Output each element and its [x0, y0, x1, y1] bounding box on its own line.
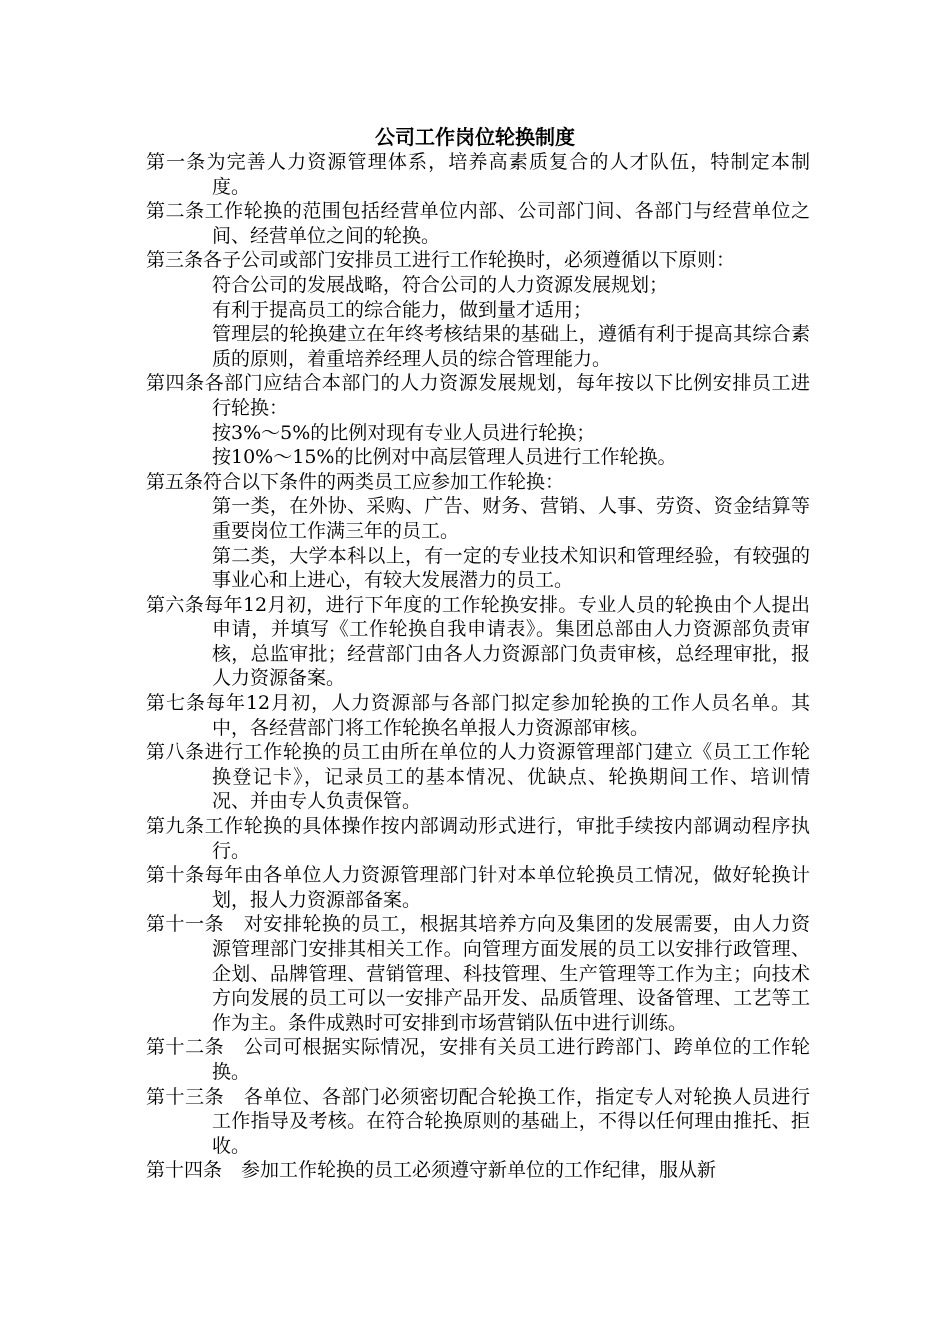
article-3-item-1: 符合公司的发展战略，符合公司的人力资源发展规划；	[212, 273, 669, 296]
article-3-item-2: 有利于提高员工的综合能力，做到量才适用；	[212, 298, 593, 321]
article-13: 第十三条 各单位、各部门必须密切配合轮换工作，指定专人对轮换人员进行工作指导及考核。在符合轮换原则的基础上，不得以任何理由推托、拒收。	[146, 1085, 810, 1157]
article-4: 第四条各部门应结合本部门的人力资源发展规划，每年按以下比例安排员工进行轮换：	[146, 372, 810, 419]
article-3-item-3: 管理层的轮换建立在年终考核结果的基础上，遵循有利于提高其综合素质的原则，着重培养经理人员的综合管理能力。	[212, 323, 810, 370]
article-2: 第二条工作轮换的范围包括经营单位内部、公司部门间、各部门与经营单位之间、经营单位之间的轮换。	[146, 200, 810, 247]
article-14: 第十四条 参加工作轮换的员工必须遵守新单位的工作纪律，服从新	[146, 1159, 717, 1182]
article-10: 第十条每年由各单位人力资源管理部门针对本单位轮换员工情况，做好轮换计划，报人力资源部备案。	[146, 864, 810, 911]
article-1: 第一条为完善人力资源管理体系，培养高素质复合的人才队伍，特制定本制度。	[146, 151, 810, 198]
document-title: 公司工作岗位轮换制度	[375, 125, 575, 149]
document-body	[146, 150, 810, 1183]
article-12: 第十二条 公司可根据实际情况，安排有关员工进行跨部门、跨单位的工作轮换。	[146, 1036, 810, 1083]
article-5-item-2: 第二类，大学本科以上，有一定的专业技术知识和管理经验，有较强的事业心和上进心，有较大发展潜力的员工。	[212, 544, 810, 592]
article-9: 第九条工作轮换的具体操作按内部调动形式进行，审批手续按内部调动程序执行。	[146, 815, 810, 862]
article-7: 第七条每年12月初，人力资源部与各部门拟定参加轮换的工作人员名单。其中，各经营部门将工作轮换名单报人力资源部审核。	[146, 692, 810, 739]
article-5-item-1: 第一类，在外协、采购、广告、财务、营销、人事、劳资、资金结算等重要岗位工作满三年的员工。	[212, 495, 810, 542]
article-8: 第八条进行工作轮换的员工由所在单位的人力资源管理部门建立《员工工作轮换登记卡》，记录员工的基本情况、优缺点、轮换期间工作、培训情况、并由专人负责保管。	[146, 741, 810, 813]
article-4-item-1: 按3%～5%的比例对现有专业人员进行轮换；	[212, 421, 596, 444]
article-4-item-2: 按10%～15%的比例对中高层管理人员进行工作轮换。	[212, 446, 677, 469]
article-6: 第六条每年12月初，进行下年度的工作轮换安排。专业人员的轮换由个人提出申请，并填写《工作轮换自我申请表》。集团总部由人力资源部负责审核，总监审批；经营部门由各人力资源部门负责审核，总经理审批，报人力资源备案。	[146, 593, 810, 690]
article-11: 第十一条 对安排轮换的员工，根据其培养方向及集团的发展需要，由人力资源管理部门安排其相关工作。向管理方面发展的员工以安排行政管理、企划、品牌管理、营销管理、科技管理、生产管理等工作为主；向技术方向发展的员工可以一安排产品开发、品质管理、设备管理、工艺等工作为主。条件成熟时可安排到市场营销队伍中进行训练。	[146, 913, 810, 1034]
article-3: 第三条各子公司或部门安排员工进行工作轮换时，必须遵循以下原则：	[146, 249, 736, 272]
article-5: 第五条符合以下条件的两类员工应参加工作轮换：	[146, 470, 565, 493]
